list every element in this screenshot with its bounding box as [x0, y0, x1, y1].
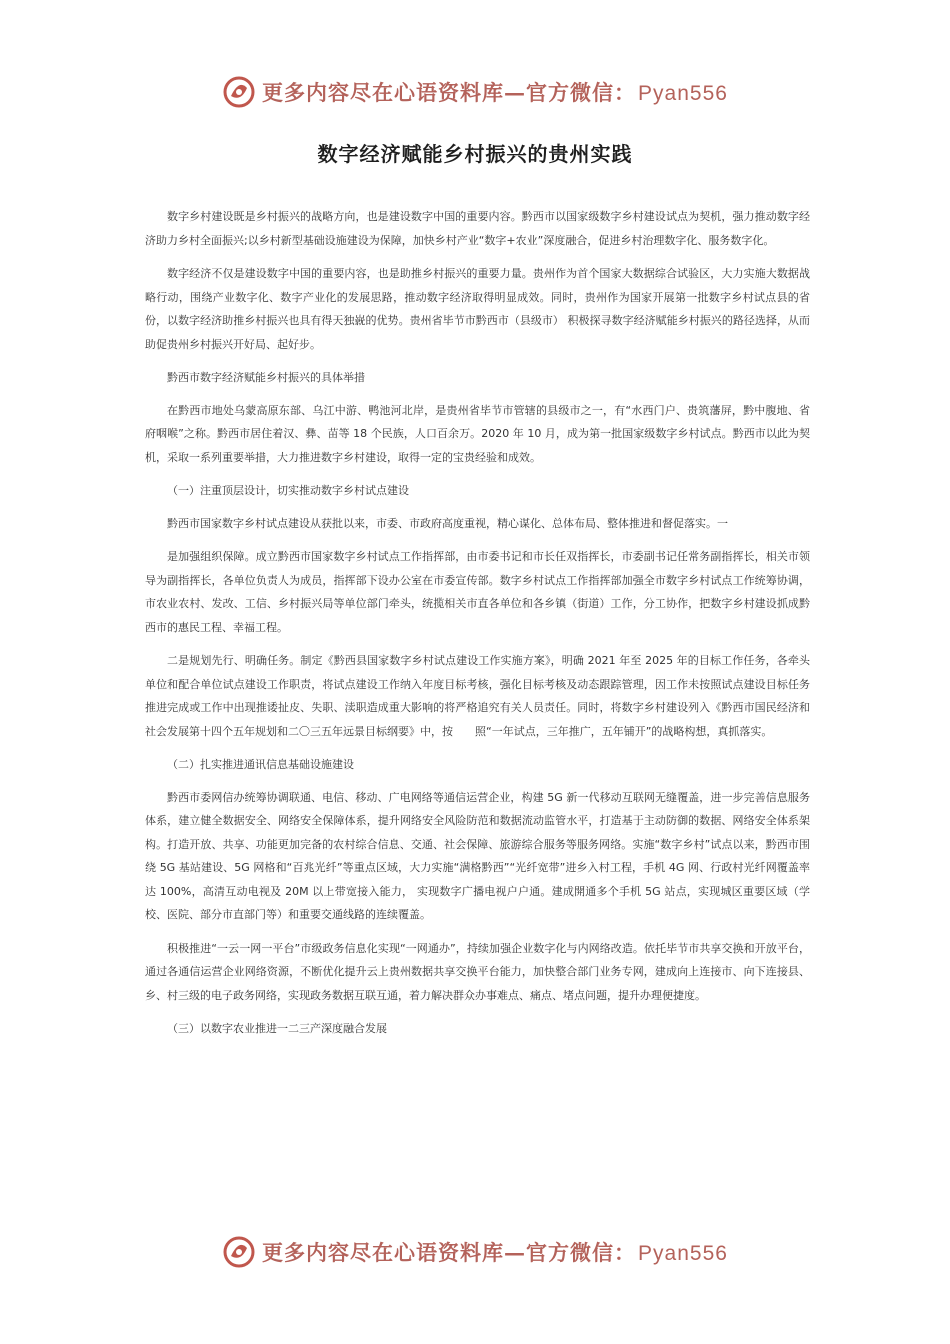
logo-icon [222, 75, 256, 109]
footer-watermark-banner [0, 1232, 950, 1272]
document-body [145, 205, 810, 1050]
paragraph: 是加强组织保障。成立黔西市国家数字乡村试点工作指挥部，由市委书记和市长任双指挥长，市委副书记任常务副指挥长，相关市领导为副指挥长，各单位负责人为成员，指挥部下设办公室在市委宣传部。数字乡村试点工作指挥部加强全市数字乡村试点工作统筹协调，市农业农村、发改、工信、乡村振兴局等单位部门牵头，统揽相关市直各单位和各乡镇（街道）工作，分工协作，把数字乡村建设抓成黔西市的惠民工程、幸福工程。 [145, 550, 810, 634]
paragraph: 在黔西市地处乌蒙高原东部、乌江中游、鸭池河北岸，是贵州省毕节市管辖的县级市之一，有“水西门户、贵筑藩屏，黔中腹地、省府咽喉”之称。黔西市居住着汉、彝、苗等 18 个民族，人口百余万。2020 年 10 月，成为第一批国家级数字乡村试点。黔西市以此为契机，采取一系列重要举措，大力推进数字乡村建设，取得一定的宝贵经验和成效。 [145, 403, 810, 464]
section-heading: （二）扎实推进通讯信息基础设施建设 [167, 758, 354, 771]
paragraph: 数字乡村建设既是乡村振兴的战略方向，也是建设数字中国的重要内容。黔西市以国家级数字乡村建设试点为契机，强力推动数字经济助力乡村全面振兴;以乡村新型基础设施建设为保障，加快乡村产业“数字+农业”深度融合，促进乡村治理数字化、服务数字化。 [145, 210, 810, 247]
section-heading: （三）以数字农业推进一二三产深度融合发展 [167, 1022, 387, 1035]
section-heading: （一）注重顶层设计，切实推动数字乡村试点建设 [167, 484, 409, 497]
paragraph: 二是规划先行、明确任务。制定《黔西县国家数字乡村试点建设工作实施方案》，明确 2021 年至 2025 年的目标工作任务，各牵头单位和配合单位试点建设工作职责，将试点建设工作纳入年度目标考核，强化目标考核及动态跟踪管理，因工作未按照试点建设目标任务推进完成或工作中出现推诿扯皮、失职、渎职造成重大影响的将严格追究有关人员责任。同时，将数字乡村建设列入《黔西市国民经济和社会发展第十四个五年规划和二〇三五年远景目标纲要》中，按 照“一年试点，三年推广，五年铺开”的战略构想，真抓落实。 [145, 654, 810, 738]
paragraph: 黔西市国家数字乡村试点建设从获批以来，市委、市政府高度重视，精心谋化、总体布局、整体推进和督促落实。一 [167, 516, 728, 530]
header-watermark-banner [0, 72, 950, 112]
document-title: 数字经济赋能乡村振兴的贵州实践 [317, 142, 633, 166]
paragraph: 积极推进“一云一网一平台”市级政务信息化实现“一网通办”，持续加强企业数字化与内网络改造。依托毕节市共享交换和开放平台，通过各通信运营企业网络资源，不断优化提升云上贵州数据共享交换平台能力，加快整合部门业务专网，建成向上连接市、向下连接县、乡、村三级的电子政务网络，实现政务数据互联互通，着力解决群众办事难点、痛点、堵点问题，提升办理便捷度。 [145, 941, 810, 1002]
banner-text: 更多内容尽在心语资料库—官方微信：Pyan556 [262, 80, 728, 105]
banner-text: 更多内容尽在心语资料库—官方微信：Pyan556 [262, 1240, 728, 1265]
banner-handle: Pyan556 [638, 82, 728, 105]
logo-icon [222, 1235, 256, 1269]
banner-handle: Pyan556 [638, 1242, 728, 1265]
section-heading: 黔西市数字经济赋能乡村振兴的具体举措 [167, 371, 365, 384]
paragraph: 黔西市委网信办统筹协调联通、电信、移动、广电网络等通信运营企业，构建 5G 新一代移动互联网无缝覆盖，进一步完善信息服务体系，建立健全数据安全、网络安全保障体系，提升网络安全风险防范和数据流动监管水平，打造基于主动防御的数据、网络安全体系架构。打造开放、共享、功能更加完备的农村综合信息、交通、社会保障、旅游综合服务等服务网络。实施“数字乡村”试点以来，黔西市围绕 5G 基站建设、5G 网格和“百兆光纤”等重点区域，大力实施“满格黔西”“光纤宽带”进乡入村工程，手机 4G 网、行政村光纤网覆盖率达 100%，高清互动电视及 20M 以上带宽接入能力， 实现数字广播电视户户通。建成開通多个手机 5G 站点，实现城区重要区域（学校、医院、部分市直部门等）和重要交通线路的连续覆盖。 [145, 790, 810, 921]
paragraph: 数字经济不仅是建设数字中国的重要内容，也是助推乡村振兴的重要力量。贵州作为首个国家大数据综合试验区，大力实施大数据战略行动，围绕产业数字化、数字产业化的发展思路，推动数字经济取得明显成效。同时，贵州作为国家开展第一批数字乡村试点县的省份，以数字经济助推乡村振兴也具有得天独㠇的优势。贵州省毕节市黔西市（县级市） 积极探寻数字经济赋能乡村振兴的路径选择，从而助促贵州乡村振兴开好局、起好步。 [145, 267, 810, 351]
